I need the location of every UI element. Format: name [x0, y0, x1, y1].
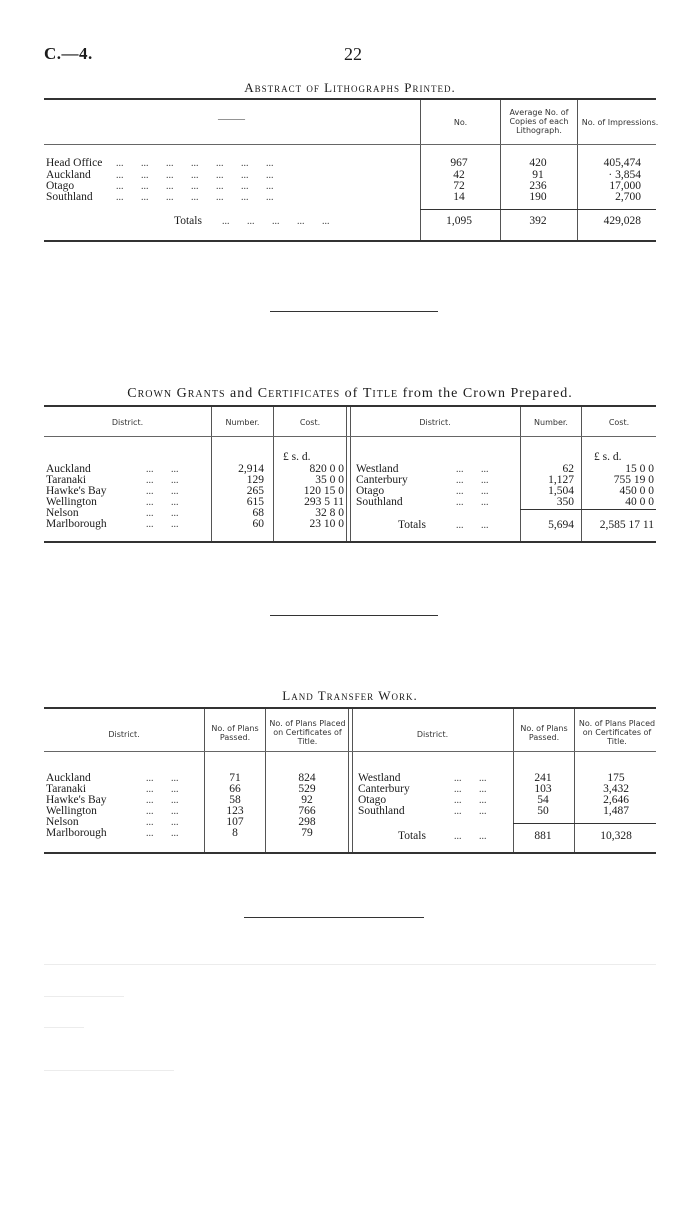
- row-name: Otago: [358, 794, 387, 806]
- row-name: Canterbury: [358, 783, 410, 795]
- table-row: Wellington ... ... 615 293 5 11: [46, 496, 344, 508]
- totals-imp: 429,028: [603, 215, 641, 227]
- row-name: Head Office: [46, 157, 103, 169]
- row-placed: 79: [301, 827, 313, 839]
- crown-col-number-2: Number.: [534, 418, 568, 427]
- row-name: Hawke's Bay: [46, 485, 107, 497]
- litho-head-rule: [44, 144, 656, 145]
- table-row: Southland ... ... 350 40 0 0: [356, 496, 654, 508]
- row-avg: 91: [532, 169, 544, 181]
- litho-col-no: No.: [453, 118, 468, 127]
- row-cost: 450 0 0: [619, 485, 654, 497]
- crown-col-district: District.: [111, 418, 144, 427]
- row-placed: 3,432: [603, 783, 629, 795]
- crown-currency-2: £ s. d.: [594, 451, 622, 463]
- row-name: Wellington: [46, 496, 97, 508]
- row-placed: 92: [301, 794, 313, 806]
- crown-right-rows: [356, 464, 656, 508]
- table-row: Auckland ... ... ... ... ... ... ... 42 91 · 3,854: [46, 169, 641, 181]
- crown-head-rule: [44, 436, 656, 437]
- row-passed: 66: [229, 783, 241, 795]
- table-row: Nelson ... ... 68 32 8 0: [46, 507, 344, 519]
- row-cost: 820 0 0: [309, 463, 344, 475]
- row-passed: 241: [534, 772, 552, 784]
- land-totals-row: Totals ... ... 881 10,328: [358, 831, 658, 843]
- table-row: Otago ... ... 54 2,646: [358, 795, 658, 806]
- row-cost: 32 8 0: [315, 507, 344, 519]
- row-name: Nelson: [46, 816, 79, 828]
- row-name: Southland: [358, 805, 405, 817]
- row-name: Westland: [356, 463, 399, 475]
- land-left-rows: [46, 773, 346, 839]
- bleed-through-line: [44, 964, 656, 965]
- row-imp: 2,700: [615, 191, 641, 203]
- crown-col-number: Number.: [225, 418, 260, 427]
- row-passed: 123: [226, 805, 244, 817]
- table-row: Auckland ... ... 2,914 820 0 0: [46, 463, 344, 475]
- row-number: 60: [252, 518, 264, 530]
- row-name: Auckland: [46, 463, 91, 475]
- row-cost: 755 19 0: [613, 474, 654, 486]
- row-number: 265: [246, 485, 264, 497]
- table-row: Head Office ... ... ... ... ... ... ... 967 420 405,474: [46, 157, 641, 169]
- totals-number: 5,694: [548, 519, 574, 531]
- row-number: 68: [252, 507, 264, 519]
- row-name: Taranaki: [46, 783, 87, 795]
- crown-col-cost: Cost.: [299, 418, 321, 427]
- row-imp: 17,000: [609, 180, 641, 192]
- row-passed: 54: [537, 794, 549, 806]
- row-name: Nelson: [46, 507, 79, 519]
- row-name: Westland: [358, 772, 401, 784]
- section-divider: [270, 615, 438, 616]
- section-divider: [244, 917, 424, 918]
- row-no: 42: [453, 169, 465, 181]
- land-right-rows: [358, 773, 658, 817]
- totals-label: Totals: [174, 215, 202, 227]
- litho-col-imp: No. of Impressions.: [581, 118, 659, 127]
- row-name: Southland: [356, 496, 403, 508]
- totals-no: 1,095: [446, 215, 472, 227]
- table-row: Marlborough ... ... 8 79: [46, 828, 346, 839]
- row-cost: 40 0 0: [625, 496, 654, 508]
- litho-title: Abstract of Lithographs Printed.: [244, 80, 456, 95]
- totals-passed: 881: [534, 830, 552, 842]
- table-row: Taranaki ... ... 129 35 0 0: [46, 474, 344, 486]
- section-divider: [270, 311, 438, 312]
- row-name: Otago: [46, 180, 75, 192]
- row-number: 350: [556, 496, 574, 508]
- table-row: Southland ... ... 50 1,487: [358, 806, 658, 817]
- row-avg: 236: [529, 180, 547, 192]
- totals-avg: 392: [529, 215, 547, 227]
- page-number: 22: [344, 44, 362, 64]
- bleed-through-line: [44, 1070, 174, 1071]
- land-totals-rule: [513, 823, 656, 824]
- row-cost: 23 10 0: [309, 518, 344, 530]
- litho-totals-row: Totals ... ... ... ... ... 1,095 392 429,028: [174, 215, 641, 227]
- row-name: Hawke's Bay: [46, 794, 107, 806]
- row-placed: 175: [607, 772, 625, 784]
- table-row: Otago ... ... ... ... ... ... ... 72 236 17,000: [46, 180, 641, 192]
- row-number: 615: [246, 496, 264, 508]
- row-no: 14: [453, 191, 465, 203]
- row-avg: 420: [529, 157, 547, 169]
- litho-totals-rule: [420, 209, 656, 210]
- litho-blank-heading: ———: [218, 114, 245, 124]
- row-number: 1,127: [548, 474, 574, 486]
- crown-col-cost-2: Cost.: [608, 418, 630, 427]
- row-name: Southland: [46, 191, 93, 203]
- row-name: Auckland: [46, 169, 91, 181]
- totals-placed: 10,328: [600, 830, 632, 842]
- table-row: Nelson ... ... 107 298: [46, 817, 346, 828]
- row-name: Marlborough: [46, 518, 107, 530]
- table-row: Westland ... ... 62 15 0 0: [356, 463, 654, 475]
- litho-rows: [46, 158, 656, 203]
- land-col-placed: No. of Plans Placed on Certificates of Title.: [269, 719, 346, 746]
- crown-left-rows: [46, 464, 346, 530]
- row-name: Auckland: [46, 772, 91, 784]
- crown-title: Crown Grants and Certificates of Title from the Crown Prepared.: [127, 386, 573, 401]
- row-placed: 298: [298, 816, 316, 828]
- crown-totals-rule: [520, 509, 656, 510]
- table-row: Wellington ... ... 123 766: [46, 806, 346, 817]
- row-placed: 824: [298, 772, 316, 784]
- totals-label: Totals: [398, 830, 426, 842]
- row-name: Marlborough: [46, 827, 107, 839]
- land-col-passed: No. of Plans Passed.: [211, 724, 259, 742]
- crown-col-district-2: District.: [419, 418, 451, 427]
- table-row: Southland ... ... ... ... ... ... ... 14 190 2,700: [46, 191, 641, 203]
- row-passed: 107: [226, 816, 244, 828]
- page-reference: C.—4.: [44, 44, 93, 63]
- land-col-placed-2: No. of Plans Placed on Certificates of Title.: [578, 719, 656, 746]
- row-imp: 405,474: [603, 157, 641, 169]
- row-cost: 120 15 0: [303, 485, 344, 497]
- row-cost: 15 0 0: [625, 463, 654, 475]
- land-col-district: District.: [108, 730, 140, 739]
- row-passed: 103: [534, 783, 552, 795]
- row-cost: 293 5 11: [304, 496, 344, 508]
- litho-col-avg: Average No. of Copies of each Lithograph.: [509, 108, 569, 135]
- row-passed: 71: [229, 772, 241, 784]
- table-row: Auckland ... ... 71 824: [46, 773, 346, 784]
- crown-bottom-rule: [44, 541, 656, 543]
- table-row: Canterbury ... ... 1,127 755 19 0: [356, 474, 654, 486]
- land-bottom-rule: [44, 852, 656, 854]
- row-placed: 1,487: [603, 805, 629, 817]
- row-name: Canterbury: [356, 474, 408, 486]
- land-head-rule: [44, 751, 656, 752]
- totals-label: Totals: [398, 519, 426, 531]
- litho-top-rule: [44, 98, 656, 100]
- bleed-through-line: [44, 1027, 84, 1028]
- row-imp: · 3,854: [608, 169, 641, 181]
- row-number: 129: [246, 474, 264, 486]
- crown-totals-row: Totals ... ... 5,694 2,585 17 11: [398, 519, 654, 531]
- table-row: Marlborough ... ... 60 23 10 0: [46, 518, 344, 530]
- table-row: Canterbury ... ... 103 3,432: [358, 784, 658, 795]
- row-number: 62: [562, 463, 574, 475]
- row-no: 967: [450, 157, 468, 169]
- row-placed: 766: [298, 805, 316, 817]
- bleed-through-line: [44, 996, 124, 997]
- row-passed: 8: [232, 827, 238, 839]
- table-row: Hawke's Bay ... ... 265 120 15 0: [46, 485, 344, 497]
- table-row: Westland ... ... 241 175: [358, 773, 658, 784]
- row-placed: 529: [298, 783, 316, 795]
- row-no: 72: [453, 180, 465, 192]
- row-number: 1,504: [548, 485, 574, 497]
- table-row: Taranaki ... ... 66 529: [46, 784, 346, 795]
- row-number: 2,914: [238, 463, 264, 475]
- row-avg: 190: [529, 191, 547, 203]
- table-row: Hawke's Bay ... ... 58 92: [46, 795, 346, 806]
- row-passed: 50: [537, 805, 549, 817]
- table-row: Otago ... ... 1,504 450 0 0: [356, 485, 654, 497]
- land-col-passed-2: No. of Plans Passed.: [520, 724, 568, 742]
- row-name: Wellington: [46, 805, 97, 817]
- row-passed: 58: [229, 794, 241, 806]
- row-cost: 35 0 0: [315, 474, 344, 486]
- litho-bottom-rule: [44, 240, 656, 242]
- row-name: Taranaki: [46, 474, 87, 486]
- land-title: Land Transfer Work.: [282, 688, 418, 703]
- totals-cost: 2,585 17 11: [599, 519, 654, 531]
- crown-currency: £ s. d.: [283, 451, 311, 463]
- row-placed: 2,646: [603, 794, 629, 806]
- row-name: Otago: [356, 485, 385, 497]
- land-col-district-2: District.: [416, 730, 449, 739]
